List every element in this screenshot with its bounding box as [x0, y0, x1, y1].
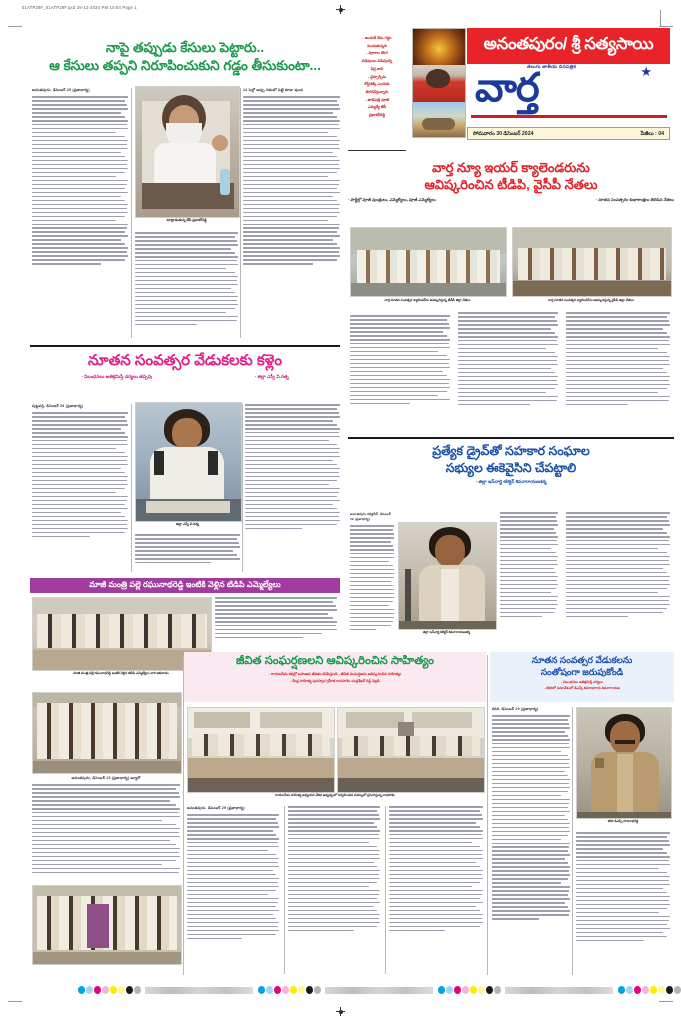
mla-visit-banner: మాజీ మంత్రి పల్లె రఘునాథరెడ్డి ఇంటికి వెళ్లిన టిడిపి ఎమ్మెల్యేలు — [30, 578, 340, 593]
newyear-article — [490, 655, 674, 691]
newyear-subhead-1: - నిబంధనలు అతిక్రమిస్తే చర్యలు — [561, 680, 603, 685]
newyear-dateline: కదిరి, డిసెంబర్ 29 (ప్రజాధార్య) — [492, 707, 539, 711]
calendar-subhead-left: - పార్టీల్లో వూజీ వుంత్రులు, ఎమ్మెల్యేలు, వూజీ ఎమ్మెల్యేలు — [348, 196, 436, 202]
cmyk-patch-group — [438, 986, 616, 994]
sp-body-col-1 — [32, 404, 128, 572]
sp-headline: నూతన సంవత్సర వేడుకలకు కళ్లెం — [88, 352, 282, 369]
literature-body-col-2 — [288, 806, 380, 974]
column-divider — [242, 404, 243, 572]
teaser-divider — [348, 150, 406, 151]
calendar-headline-line2: ఆవిష్కరించిన టీడిపి, వైసీపీ నేతలు — [424, 177, 598, 193]
paper-tagline: తెలుగు జాతీయ దినపత్రిక — [527, 64, 577, 69]
coop-photo — [398, 522, 497, 630]
teaser-line: విడివుులు విడివుుల్ని — [361, 59, 393, 64]
teaser-column — [348, 36, 406, 144]
date-bar — [467, 127, 670, 140]
lead-body-col-3 — [243, 88, 340, 338]
newyear-headline-line2: సంతోషంగా జరుపుకోండి — [540, 666, 624, 677]
sri-sathya-sai-baba-photo — [413, 65, 465, 102]
cooperative-article — [348, 444, 674, 486]
cmyk-patch-group — [258, 986, 436, 994]
crop-mark-top-left — [8, 26, 22, 27]
teaser-line: కోర్టుకెక్కి ఎందుకు — [364, 82, 390, 87]
literature-dateline: అనంతపురం, డిసెంబర్ 29 (ప్రజాధార్య) — [187, 806, 245, 810]
literature-photo-1 — [187, 707, 335, 793]
teaser-line: పేర్ల వావి — [370, 66, 384, 71]
lead-right-dateline: 12 సెల్లో అప్పు గతంలో పెట్టే కూడా వుండ — [243, 88, 303, 92]
calendar-body-col-2 — [458, 312, 558, 430]
publication-date: సోమవారం 30 డిసెంబర్ 2024 — [473, 130, 534, 137]
calendar-article — [348, 160, 674, 203]
coop-body-col-1 — [350, 512, 394, 652]
lead-headline-line2: ఆ కేసులు తప్పని నిరూపించుకుని గడ్డం తీసుకుంటా... — [49, 57, 321, 73]
column-divider — [131, 404, 132, 572]
newyear-body-col-2 — [576, 832, 670, 974]
bottom-left-photo-1 — [32, 692, 182, 774]
literature-article — [184, 655, 486, 684]
mla-visit-body — [215, 597, 337, 649]
teaser-line: - వైస్సార్సీను — [367, 74, 387, 79]
crop-mark-top-vertical — [660, 10, 661, 26]
section-rule — [348, 437, 674, 439]
sp-photo-caption: జిల్లా ఎస్పీ వి.రత్న — [175, 522, 200, 526]
literature-subhead-1: - రాయలసీమ కథల్లో బహుజన జీవితం కనిపిస్తుంది - జీవిత సంఘర్షణను ఆవిష్కరించిన సాహిత్యం — [268, 671, 402, 676]
sp-body-col-2 — [135, 534, 240, 572]
crop-mark-bottom-left — [8, 1001, 22, 1002]
edition-title: అనంతపురం/ శ్రీ సత్యసాయి — [483, 35, 654, 53]
literature-headline: జీవిత సంఘర్షణలని ఆవిష్కరించిన సాహిత్యం — [235, 655, 435, 667]
coop-headline-line2: సభ్యుల ఈకెవైసిని చేపట్టాలి — [445, 460, 577, 475]
coop-subhead: - జిల్లా ఇన్‌చార్జి కలెక్టర్ శివనారాయణశర్మ — [475, 478, 547, 484]
sp-subhead-left: - నిబంధనలు అతిక్రమిస్తే చర్యలు తప్పవు — [81, 373, 153, 379]
calendar-photo-2-caption: వార్త నూతన సంవత్సర క్యాలెండర్‌ను ఆవిష్కరిస్తున్న వైసీపీ జిల్లా నేతలు — [548, 298, 634, 302]
column-divider — [284, 806, 285, 974]
crop-mark-bottom-right — [659, 1001, 673, 1002]
literature-photo-2 — [337, 707, 485, 793]
calendar-photo-1-caption: వార్త నూతన సంవత్సర క్యాలెండర్‌ను ఆవిష్కరిస్తున్న టీడీపీ జిల్లా నేతలు — [384, 298, 471, 302]
page-count: పేజీలు : 04 — [640, 130, 664, 137]
print-slug: 01ATP29F_01ATP29F.qxd 29-12-2024 PM 10:54 Page 1 — [22, 5, 137, 10]
bottom-left-body — [32, 776, 180, 874]
lead-article — [30, 40, 340, 74]
sp-photo — [135, 402, 242, 522]
coop-photo-caption: జిల్లా ఇన్‌చార్జి కలెక్టర్ శివనారాయణశర్మ — [422, 630, 471, 634]
masthead-rule — [471, 115, 667, 118]
lead-body-col-2 — [135, 232, 238, 338]
calendar-body-col-1 — [350, 312, 450, 430]
calendar-subhead-right: - నూతన సంవత్సరం శుభాకాంక్షలు తెలిపిన నేతలు — [595, 196, 674, 202]
bottom-left-photo-2 — [32, 885, 182, 965]
column-divider — [572, 707, 573, 975]
crop-mark-top-right — [659, 26, 673, 27]
star-icon: ★ — [640, 64, 652, 79]
teaser-line: పెంచుతున్నది — [367, 43, 387, 48]
literature-subhead-2: - కేంద్ర సాహిత్య పురస్కార గ్రహీత రాచపాళెం చంద్రశేఖర్ రెడ్డి వెల్లడి — [290, 678, 380, 683]
registration-mark-bottom — [336, 1007, 345, 1016]
lead-dateline: అనంతపురం, డిసెంబర్ 29 (ప్రజాధార్య) — [32, 88, 90, 92]
teaser-line: తిరగవేస్తున్నారు — [365, 90, 389, 95]
paper-name-block — [467, 62, 670, 122]
newyear-body-col-1 — [492, 707, 570, 975]
section-rule — [30, 345, 340, 347]
column-divider — [487, 655, 488, 975]
teaser-line: ఎమ్మెల్యే జేసీ — [367, 105, 387, 110]
sp-article — [30, 352, 340, 381]
calendar-photo-1 — [350, 227, 507, 297]
teaser-line: - తాడిపత్రి వూజీ — [365, 97, 389, 102]
lead-article-photo — [135, 86, 240, 218]
coop-headline-line1: ప్రత్యేక డ్రైవ్‌తో సహకార సంఘాల — [432, 444, 590, 458]
calendar-headline-line1: వార్త న్యూ ఇయర్ క్యాలెండరును — [432, 160, 590, 175]
cmyk-color-bar — [0, 984, 681, 996]
literature-photo-caption: రాయలసీమ సాహిత్య అధ్యయన వేదిక ఆధ్వర్యంలో నిర్వహించిన సదస్సులో ప్రసంగిస్తున్న రాచపాళెం — [275, 793, 395, 797]
sp-body-col-3 — [245, 404, 340, 572]
literature-body-col-3 — [389, 806, 483, 974]
column-divider — [240, 88, 241, 338]
paper-name: వార్త — [475, 66, 539, 110]
lead-photo-caption: మాట్లాడుతున్న జేసీ ప్రభాకర్‌రెడ్డి — [166, 218, 207, 222]
teaser-line: - వూరాల దొంగ — [366, 51, 388, 56]
calendar-body-col-3 — [566, 312, 670, 430]
coop-body-col-2 — [500, 512, 558, 652]
edition-title-band — [467, 28, 670, 64]
registration-mark-top — [336, 5, 345, 14]
mla-visit-photo-caption: మాజీ మంత్రి పల్లె రఘునాథరెడ్డి ఇంటికి వెళ్లిన టిడిపి ఎమ్మెల్యేలు వారి అభివాదం — [73, 671, 169, 675]
sp-dateline: పుట్టపర్తి, డిసెంబర్ 29 (ప్రజాధార్య) — [32, 404, 84, 408]
newyear-subhead-2: - కదిరిలో సమావేశంలో డిఎస్పీ శివరాజుగారు శివనారాయణ — [544, 686, 620, 691]
literature-body-col-1 — [187, 806, 279, 974]
column-divider — [183, 655, 184, 975]
newyear-photo — [576, 707, 672, 819]
coop-body-col-3 — [566, 512, 670, 652]
teaser-line: - అందుకే నేను గడ్డం — [362, 36, 392, 40]
lead-headline-line1: నాపై తప్పుడు కేసులు పెట్టారు.. — [105, 40, 265, 55]
column-divider — [131, 88, 132, 338]
cmyk-patch-group — [78, 986, 256, 994]
calendar-photo-2 — [512, 227, 672, 297]
newyear-headline-line1: నూతన సంవత్సర వేడుకలను — [531, 655, 633, 665]
column-divider — [385, 806, 386, 974]
lepakshi-nandi-photo — [413, 102, 465, 137]
newyear-photo-caption: కదిరి డిఎస్పీ హరినాథరెడ్డి — [607, 819, 639, 823]
masthead — [412, 28, 670, 136]
temple-deity-photo — [413, 29, 465, 65]
masthead-logo-images — [412, 28, 466, 138]
sp-subhead-right: - జిల్లా ఎస్పీ వి.రత్న — [254, 373, 289, 379]
lead-body-col-1 — [32, 88, 128, 338]
teaser-line: ప్రభాకర్‌రెడ్డి — [368, 113, 386, 118]
coop-dateline: అనంతపురం కలెక్టరేట్, డిసెంబర్ 29 (ప్రజాధార్య) — [350, 512, 391, 521]
bottom-left-dateline: అనంతపురం, డిసెంబర్ 29 (ప్రజాధార్య) బ్యూరో — [71, 776, 141, 780]
cmyk-patch-group — [618, 986, 681, 994]
